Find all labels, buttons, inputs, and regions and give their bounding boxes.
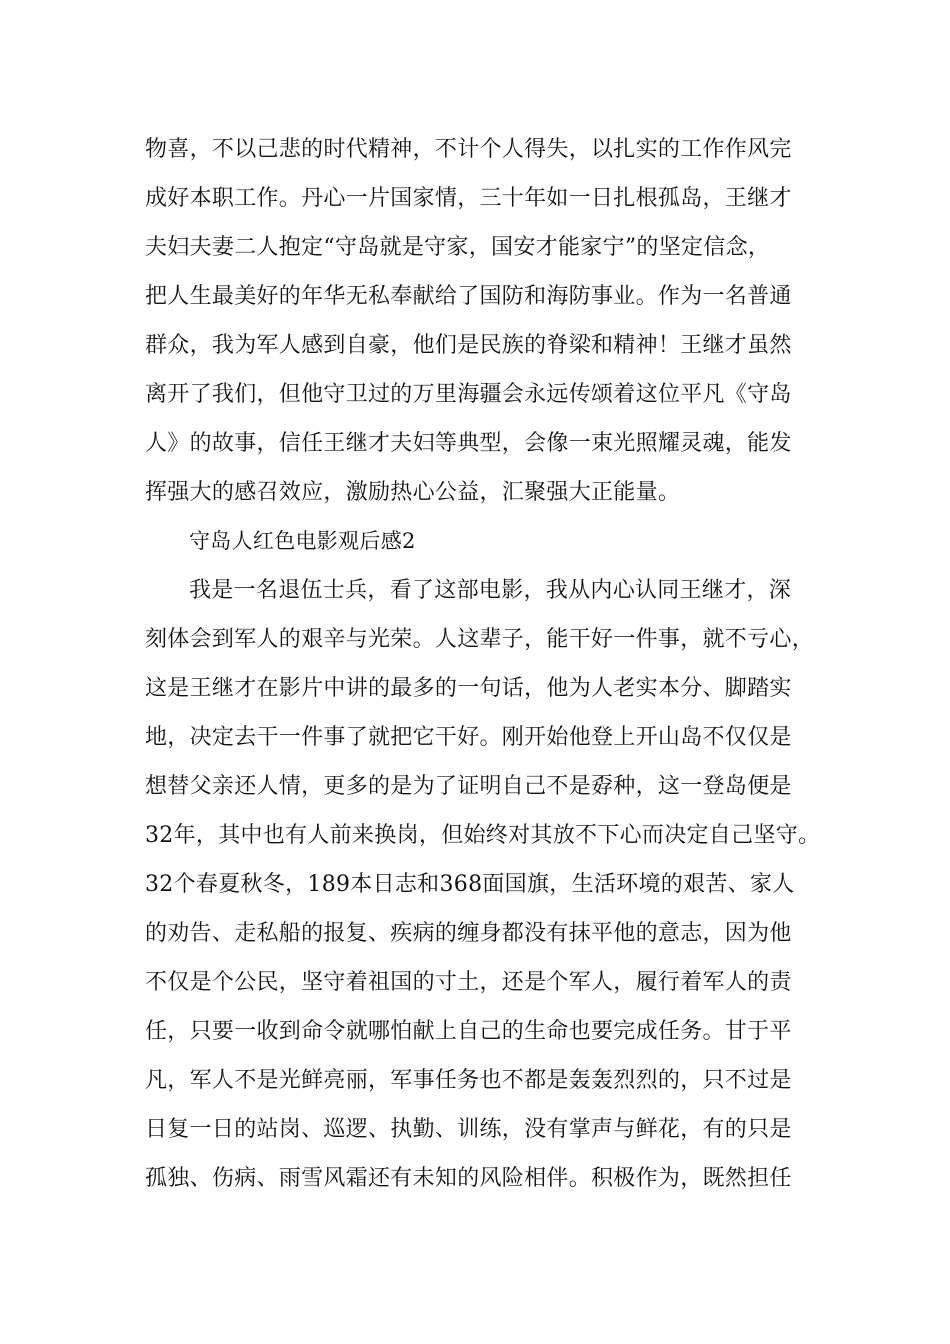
- section-heading: 守岛人红色电影观后感2: [189, 529, 416, 553]
- text-line: 凡，军人不是光鲜亮丽，军事任务也不都是轰轰烈烈的，只不过是: [145, 1068, 792, 1093]
- text-line: 不仅是个公民，坚守着祖国的寸土，还是个军人，履行着军人的责: [145, 970, 792, 995]
- text-line: 刻体会到军人的艰辛与光荣。人这辈子，能干好一件事，就不亏心，: [145, 627, 815, 652]
- text-line: 32年，其中也有人前来换岗，但始终对其放不下心而决定自己坚守。: [145, 823, 821, 848]
- document-body: [145, 125, 820, 1203]
- text-line: 想替父亲还人情，更多的是为了证明自己不是孬种，这一登岛便是: [145, 774, 792, 799]
- text-line: 人》的故事，信任王继才夫妇等典型，会像一束光照耀灵魂，能发: [145, 431, 792, 456]
- text-line: 挥强大的感召效应，激励热心公益，汇聚强大正能量。: [145, 480, 681, 505]
- text-line: 日复一日的站岗、巡逻、执勤、训练，没有掌声与鲜花，有的只是: [145, 1117, 792, 1142]
- text-line: 夫妇夫妻二人抱定“守岛就是守家，国安才能家宁”的坚定信念，: [145, 235, 771, 260]
- text-line: 群众，我为军人感到自豪，他们是民族的脊梁和精神！王继才虽然: [145, 333, 792, 358]
- text-line: 离开了我们，但他守卫过的万里海疆会永远传颂着这位平凡《守岛: [145, 382, 792, 407]
- text-line: 孤独、伤病、雨雪风霜还有未知的风险相伴。积极作为，既然担任: [145, 1166, 792, 1191]
- text-line: 物喜，不以己悲的时代精神，不计个人得失，以扎实的工作作风完: [145, 137, 792, 162]
- text-line: 任，只要一收到命令就哪怕献上自己的生命也要完成任务。甘于平: [145, 1019, 792, 1044]
- text-line: 这是王继才在影片中讲的最多的一句话，他为人老实本分、脚踏实: [145, 676, 792, 701]
- text-line: 32个春夏秋冬，189本日志和368面国旗，生活环境的艰苦、家人: [145, 872, 795, 897]
- text-line: 我是一名退伍士兵，看了这部电影，我从内心认同王继才，深: [189, 578, 792, 603]
- text-line: 成好本职工作。丹心一片国家情，三十年如一日扎根孤岛，王继才: [145, 186, 792, 211]
- text-line: 把人生最美好的年华无私奉献给了国防和海防事业。作为一名普通: [145, 284, 792, 309]
- text-line: 地，决定去干一件事了就把它干好。刚开始他登上开山岛不仅仅是: [145, 725, 792, 750]
- text-line: 的劝告、走私船的报复、疾病的缠身都没有抹平他的意志，因为他: [145, 921, 792, 946]
